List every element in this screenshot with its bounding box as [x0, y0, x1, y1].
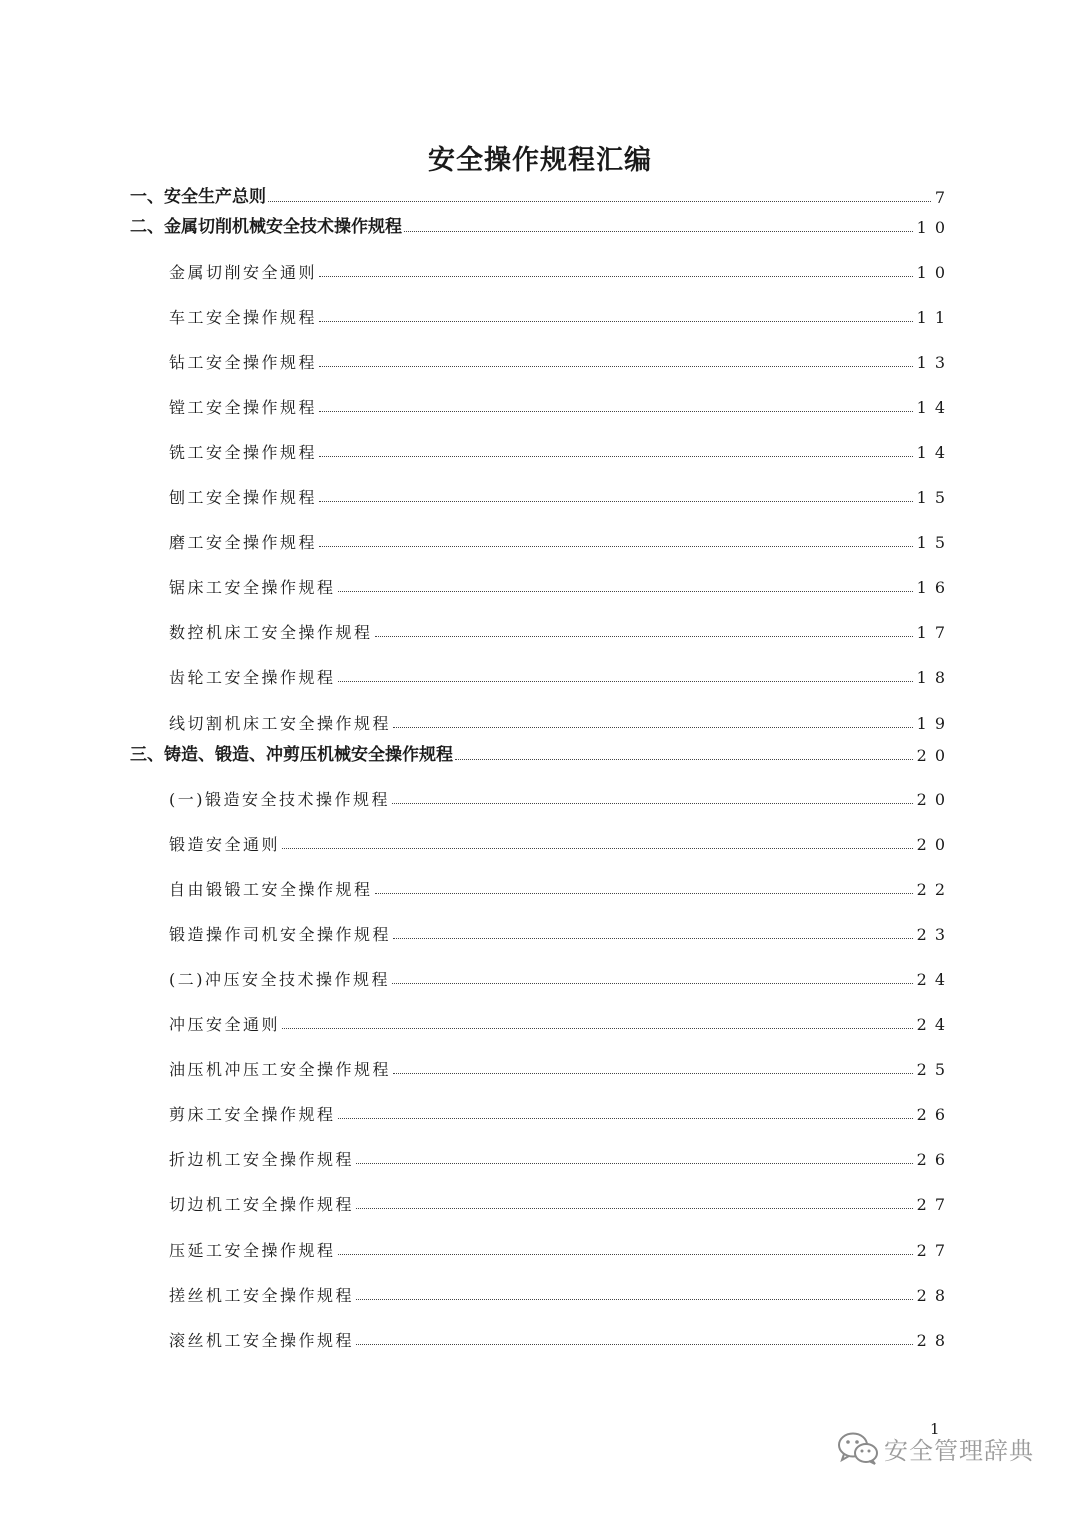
toc-entry-label: 铣工安全操作规程	[169, 443, 318, 462]
toc-entry[interactable]	[169, 1142, 953, 1169]
toc-entry-page: 26	[916, 1105, 953, 1124]
toc-leader-dots	[404, 231, 913, 232]
toc-entry-label: 三、铸造、锻造、冲剪压机械安全操作规程	[130, 745, 453, 765]
toc-entry-page: 18	[916, 668, 953, 687]
toc-entry-label: 数控机床工安全操作规程	[169, 623, 373, 642]
toc-leader-dots	[319, 321, 913, 322]
toc-entry-page: 10	[916, 263, 953, 282]
toc-entry-label: 锯床工安全操作规程	[169, 578, 336, 597]
toc-leader-dots	[393, 1073, 913, 1074]
toc-entry-page: 15	[916, 533, 953, 552]
toc-entry-label: (一)锻造安全技术操作规程	[169, 790, 390, 809]
toc-entry-page: 28	[916, 1331, 953, 1350]
toc-leader-dots	[338, 591, 913, 592]
toc-leader-dots	[319, 366, 913, 367]
toc-leader-dots	[319, 411, 913, 412]
toc-entry-label: 锻造安全通则	[169, 835, 281, 854]
toc-leader-dots	[393, 727, 913, 728]
toc-entry-label: 刨工安全操作规程	[169, 488, 318, 507]
toc-entry[interactable]	[169, 917, 953, 944]
toc-entry-label: 锻造操作司机安全操作规程	[169, 925, 392, 944]
toc-entry[interactable]	[169, 1097, 953, 1124]
toc-entry[interactable]	[169, 525, 953, 552]
toc-entry-page: 22	[916, 880, 953, 899]
toc-entry-label: 冲压安全通则	[169, 1015, 281, 1034]
toc-leader-dots	[319, 546, 913, 547]
toc-leader-dots	[338, 1118, 913, 1119]
toc-entry-page: 14	[916, 398, 953, 417]
toc-entry-label: 金属切削安全通则	[169, 263, 318, 282]
toc-entry[interactable]	[130, 180, 953, 207]
watermark-text: 安全管理辞典	[884, 1436, 1034, 1465]
toc-entry-page: 27	[916, 1195, 953, 1214]
toc-leader-dots	[282, 1028, 913, 1029]
toc-entry-label: 油压机冲压工安全操作规程	[169, 1060, 392, 1079]
toc-entry-label: (二)冲压安全技术操作规程	[169, 970, 390, 989]
toc-leader-dots	[375, 636, 913, 637]
toc-entry[interactable]	[169, 706, 953, 733]
toc-entry-label: 自由锻锻工安全操作规程	[169, 880, 373, 899]
toc-entry-label: 搓丝机工安全操作规程	[169, 1286, 355, 1305]
toc-entry[interactable]	[169, 570, 953, 597]
toc-leader-dots	[356, 1299, 913, 1300]
toc-entry[interactable]	[169, 615, 953, 642]
toc-leader-dots	[375, 893, 913, 894]
toc-leader-dots	[392, 983, 913, 984]
toc-entry[interactable]	[169, 255, 953, 282]
toc-entry-label: 剪床工安全操作规程	[169, 1105, 336, 1124]
toc-entry[interactable]	[169, 1323, 953, 1350]
toc-leader-dots	[319, 501, 913, 502]
toc-leader-dots	[282, 848, 913, 849]
toc-entry[interactable]	[169, 782, 953, 809]
toc-entry[interactable]	[169, 1278, 953, 1305]
toc-entry[interactable]	[130, 210, 953, 237]
toc-leader-dots	[455, 759, 913, 760]
toc-entry[interactable]	[169, 1052, 953, 1079]
toc-entry-label: 车工安全操作规程	[169, 308, 318, 327]
page-number: 1	[930, 1420, 940, 1438]
toc-leader-dots	[356, 1163, 913, 1164]
toc-entry-page: 20	[916, 746, 953, 765]
toc-entry-label: 压延工安全操作规程	[169, 1241, 336, 1260]
toc-entry-page: 25	[916, 1060, 953, 1079]
toc-leader-dots	[319, 456, 913, 457]
toc-entry[interactable]	[169, 300, 953, 327]
watermark	[836, 1428, 1034, 1468]
toc-leader-dots	[268, 201, 931, 202]
toc-entry[interactable]	[169, 827, 953, 854]
page-title: 安全操作规程汇编	[428, 145, 652, 176]
toc-entry-page: 23	[916, 925, 953, 944]
toc-entry[interactable]	[169, 435, 953, 462]
toc-entry-label: 切边机工安全操作规程	[169, 1195, 355, 1214]
toc-entry-page: 13	[916, 353, 953, 372]
toc-leader-dots	[319, 276, 913, 277]
toc-entry-page: 19	[916, 714, 953, 733]
toc-entry-label: 一、安全生产总则	[130, 187, 266, 207]
toc-leader-dots	[356, 1344, 913, 1345]
toc-entry-page: 27	[916, 1241, 953, 1260]
toc-entry-label: 滚丝机工安全操作规程	[169, 1331, 355, 1350]
toc-entry-page: 7	[934, 188, 953, 207]
toc-entry-page: 20	[916, 835, 953, 854]
toc-leader-dots	[393, 938, 913, 939]
toc-leader-dots	[338, 1254, 913, 1255]
toc-entry-label: 线切割机床工安全操作规程	[169, 714, 392, 733]
toc-entry[interactable]	[169, 660, 953, 687]
toc-entry[interactable]	[169, 1233, 953, 1260]
toc-leader-dots	[338, 681, 913, 682]
toc-entry-page: 26	[916, 1150, 953, 1169]
toc-entry-page: 16	[916, 578, 953, 597]
toc-entry[interactable]	[169, 345, 953, 372]
toc-entry-label: 二、金属切削机械安全技术操作规程	[130, 217, 402, 237]
toc-entry-label: 折边机工安全操作规程	[169, 1150, 355, 1169]
toc-entry-page: 24	[916, 970, 953, 989]
toc-entry-label: 钻工安全操作规程	[169, 353, 318, 372]
toc-entry[interactable]	[169, 1187, 953, 1214]
toc-leader-dots	[356, 1208, 913, 1209]
toc-entry-page: 14	[916, 443, 953, 462]
toc-entry-label: 齿轮工安全操作规程	[169, 668, 336, 687]
toc-entry-page: 20	[916, 790, 953, 809]
toc-entry[interactable]	[169, 1007, 953, 1034]
toc-entry-page: 17	[916, 623, 953, 642]
toc-entry[interactable]	[130, 738, 953, 765]
toc-entry[interactable]	[169, 480, 953, 507]
toc-entry-page: 24	[916, 1015, 953, 1034]
toc-entry-page: 10	[916, 218, 953, 237]
toc-leader-dots	[392, 803, 913, 804]
toc-entry-page: 11	[916, 308, 953, 327]
toc-entry-label: 磨工安全操作规程	[169, 533, 318, 552]
toc-entry[interactable]	[169, 962, 953, 989]
toc-entry-label: 镗工安全操作规程	[169, 398, 318, 417]
toc-entry[interactable]	[169, 390, 953, 417]
toc-entry-page: 15	[916, 488, 953, 507]
toc-entry[interactable]	[169, 872, 953, 899]
wechat-icon	[836, 1430, 880, 1466]
toc-entry-page: 28	[916, 1286, 953, 1305]
